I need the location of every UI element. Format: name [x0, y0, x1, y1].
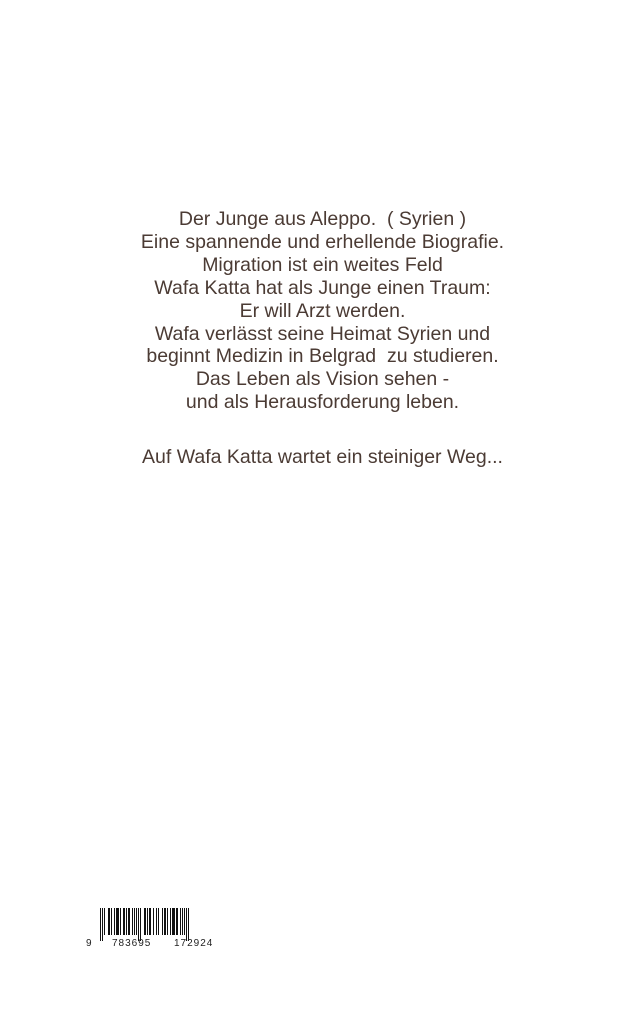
barcode-bar	[188, 908, 189, 941]
blurb-line: und als Herausforderung leben.	[185, 391, 460, 414]
barcode-right-digits: 172924	[174, 938, 214, 949]
barcode-first-digit: 9	[86, 938, 92, 949]
barcode-bars	[100, 908, 189, 940]
blurb-line: Das Leben als Vision sehen -	[195, 368, 450, 391]
blurb-line: Migration ist ein weites Feld	[202, 253, 443, 276]
blurb-line: Er will Arzt werden.	[239, 299, 406, 322]
back-cover-blurb	[0, 208, 640, 469]
blurb-line: Wafa Katta hat als Junge einen Traum:	[154, 276, 491, 299]
blurb-line: beginnt Medizin in Belgrad zu studieren.	[146, 345, 499, 368]
barcode-left-digits: 783695	[112, 938, 152, 949]
isbn-barcode	[86, 908, 226, 952]
blurb-line: Eine spannende und erhellende Biografie.	[140, 230, 505, 253]
blurb-line: Der Junge aus Aleppo. ( Syrien )	[178, 208, 467, 230]
blurb-closing-line: Auf Wafa Katta wartet ein steiniger Weg...	[142, 446, 503, 469]
blurb-line: Wafa verlässt seine Heimat Syrien und	[154, 322, 491, 345]
